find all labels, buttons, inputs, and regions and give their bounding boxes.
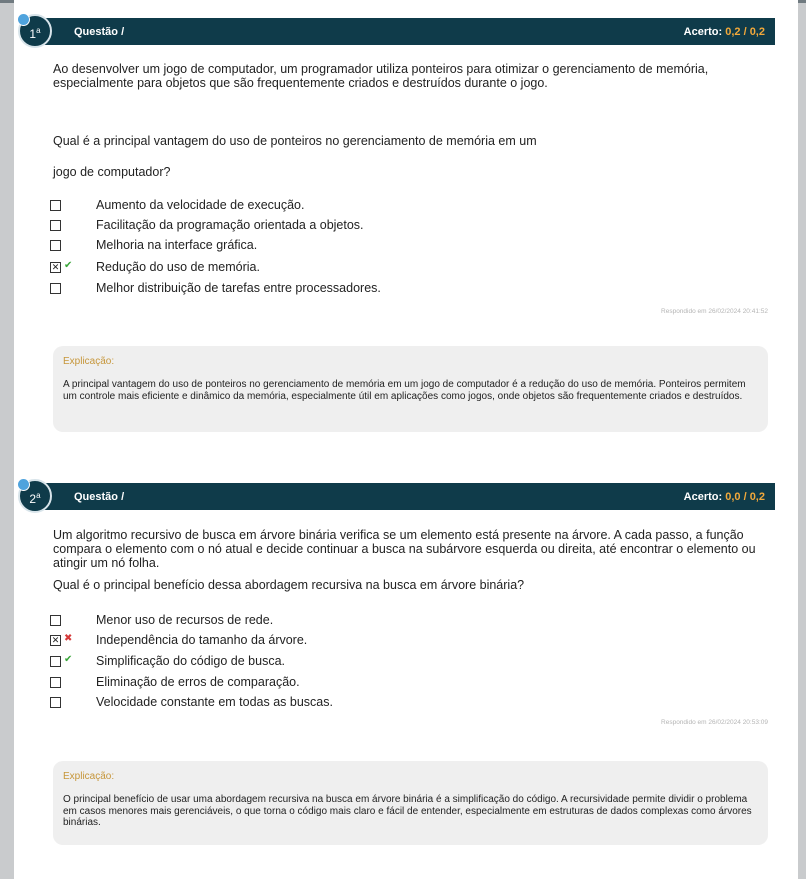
option-label: Velocidade constante em todas as buscas. [96, 695, 333, 709]
option-label: Simplificação do código de busca. [96, 654, 286, 668]
question-statement: Ao desenvolver um jogo de computador, um programador utiliza ponteiros para otimizar o gerenciamento de memória, especialmente para objetos que são frequentemente criados e destruídos durante o jogo. [53, 62, 709, 90]
question-title: Questão / [74, 491, 125, 503]
option-label: Aumento da velocidade de execução. [96, 198, 305, 212]
checkbox-empty-icon[interactable] [50, 677, 61, 688]
explanation-title: Explicação: [63, 356, 115, 367]
question-prompt: Qual é a principal vantagem do uso de ponteiros no gerenciamento de memória em um [53, 134, 537, 148]
question-1-header [30, 18, 775, 45]
explanation-box [53, 761, 768, 845]
score: Acerto: 0,0 / 0,2 [683, 491, 765, 503]
question-prompt: Qual é o principal benefício dessa abordagem recursiva na busca em árvore binária? [53, 578, 525, 592]
checkbox-empty-icon[interactable] [50, 656, 61, 667]
checkbox-empty-icon[interactable] [50, 283, 61, 294]
question-title: Questão / [74, 26, 125, 38]
question-number-badge: 2$^a$ [18, 479, 52, 513]
score: Acerto: 0,2 / 0,2 [683, 26, 765, 38]
explanation-box [53, 346, 768, 432]
checkbox-empty-icon[interactable] [50, 240, 61, 251]
check-icon: ✔ [64, 654, 73, 665]
checkbox-empty-icon[interactable] [50, 615, 61, 626]
cross-icon: ✖ [64, 633, 73, 644]
checkbox-empty-icon[interactable] [50, 697, 61, 708]
checkbox-checked-icon[interactable]: ✕ [51, 635, 60, 645]
checkbox-empty-icon[interactable] [50, 220, 61, 231]
option-label: Eliminação de erros de comparação. [96, 675, 300, 689]
option-label: Redução do uso de memória. [96, 260, 260, 274]
option-label: Melhoria na interface gráfica. [96, 238, 258, 252]
badge-knob-icon [17, 13, 30, 26]
explanation-text: A principal vantagem do uso de ponteiros no gerenciamento de memória em um jogo de computador é a redução do uso de memória. Ponteiros permitem um controle mais eficiente e dinâmico da memória, especialmente útil em aplicações como jogos, onde objetos são frequentemente criados e destruídos. [63, 379, 746, 402]
option-label: Menor uso de recursos de rede. [96, 613, 274, 627]
question-statement: Um algoritmo recursivo de busca em árvore binária verifica se um elemento está presente na árvore. A cada passo, a função compara o elemento com o nó atual e decide continuar a busca na subárvore esquerda ou direita, até encontrar o elemento ou atingir um nó folha. [53, 528, 756, 570]
question-2-header [30, 483, 775, 510]
explanation-text: O principal benefício de usar uma abordagem recursiva na busca em árvore binária é a simplificação do código. A recursividade permite dividir o problema em casos menores mais gerenciáveis, o que torna o código mais claro e fácil de entender, especialmente em estruturas de dados complexas como árvores binárias. [63, 794, 752, 828]
option-label: Melhor distribuição de tarefas entre processadores. [96, 281, 381, 295]
checkbox-empty-icon[interactable] [50, 200, 61, 211]
badge-knob-icon [17, 478, 30, 491]
question-number-badge: 1$^a$ [18, 14, 52, 48]
option-label: Independência do tamanho da árvore. [96, 633, 308, 647]
question-prompt-cont: jogo de computador? [53, 165, 171, 179]
answered-at: Respondido em 26/02/2024 20:41:52 [661, 308, 768, 315]
quiz-page [14, 0, 798, 879]
check-icon: ✔ [64, 260, 73, 271]
checkbox-checked-icon[interactable]: ✕ [51, 262, 60, 272]
explanation-title: Explicação: [63, 771, 115, 782]
answered-at: Respondido em 26/02/2024 20:53:09 [661, 719, 768, 726]
option-label: Facilitação da programação orientada a objetos. [96, 218, 364, 232]
